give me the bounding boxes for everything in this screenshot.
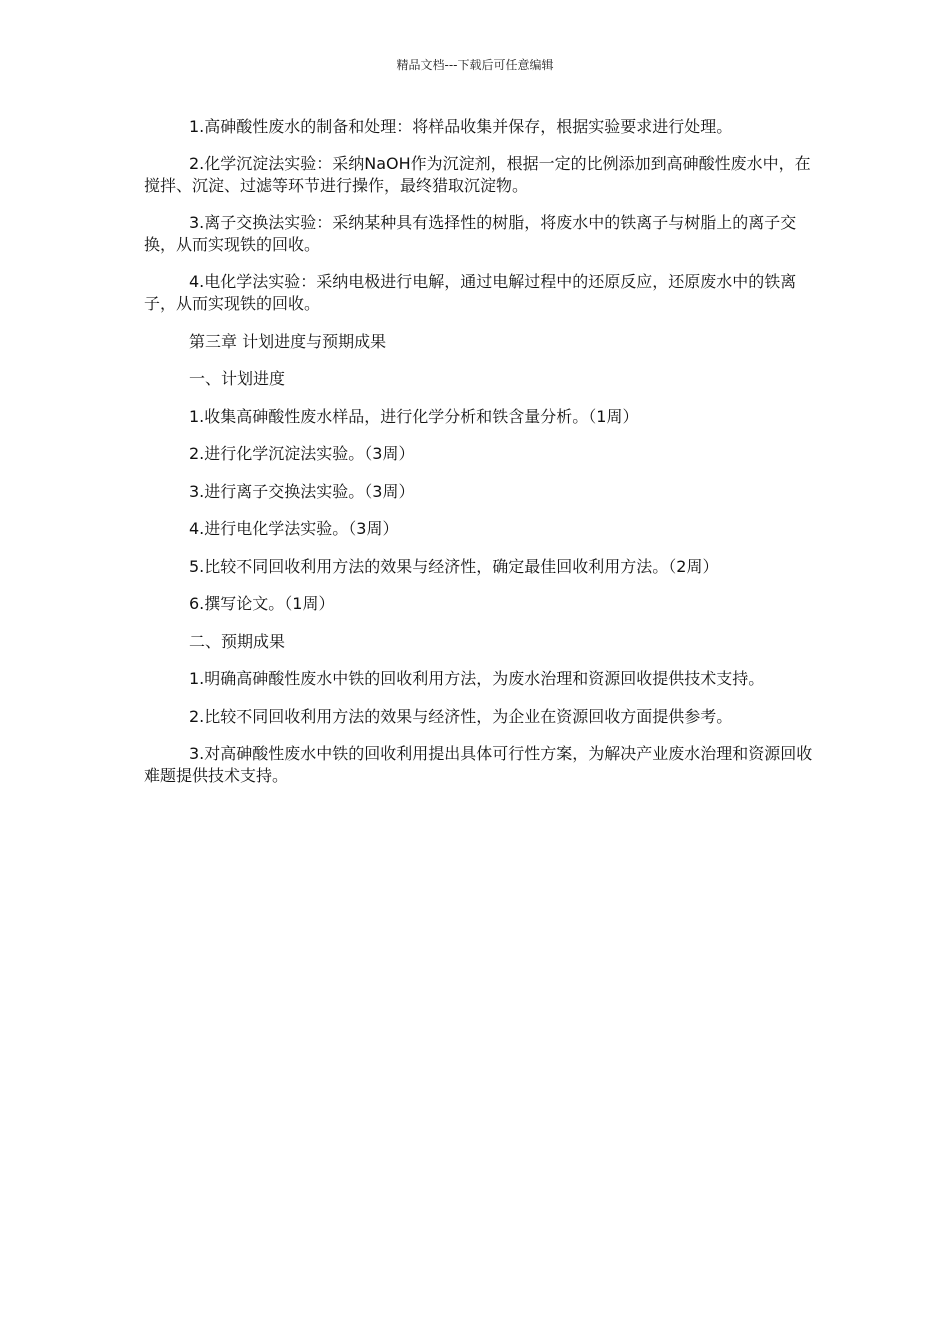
schedule-item: 3.进行离子交换法实验。（3周） [189, 481, 415, 501]
schedule-item: 6.撰写论文。（1周） [189, 594, 335, 613]
outcome-item: 3.对高砷酸性废水中铁的回收利用提出具体可行性方案，为解决产业废水治理和资源回收难题提供技术支持。 [144, 744, 813, 785]
paragraph-ion-exchange: 3.离子交换法实验：采纳某种具有选择性的树脂，将废水中的铁离子与树脂上的离子交换，从而实现铁的回收。 [144, 213, 797, 254]
schedule-item: 1.收集高砷酸性废水样品，进行化学分析和铁含量分析。（1周） [189, 406, 639, 426]
paragraph-sample-preparation: 1.高砷酸性废水的制备和处理：将样品收集并保存，根据实验要求进行处理。 [189, 117, 733, 136]
chapter-heading: 第三章 计划进度与预期成果 [189, 331, 387, 351]
outcome-item: 1.明确高砷酸性废水中铁的回收利用方法，为废水治理和资源回收提供技术支持。 [189, 669, 765, 688]
page-header: 精品文档---下载后可任意编辑 [396, 58, 554, 72]
paragraph-electrochemical: 4.电化学法实验：采纳电极进行电解，通过电解过程中的还原反应，还原废水中的铁离子，从而实现铁的回收。 [144, 272, 797, 313]
schedule-item: 4.进行电化学法实验。（3周） [189, 519, 399, 538]
paragraph-chemical-precipitation: 2.化学沉淀法实验：采纳NaOH作为沉淀剂，根据一定的比例添加到高砷酸性废水中，在搅拌、沉淀、过滤等环节进行操作，最终猎取沉淀物。 [144, 154, 811, 195]
document-body [144, 116, 816, 787]
schedule-item: 2.进行化学沉淀法实验。（3周） [189, 444, 415, 463]
section-heading-schedule: 一、计划进度 [189, 369, 286, 388]
section-heading-outcomes: 二、预期成果 [189, 631, 286, 651]
schedule-item: 5.比较不同回收利用方法的效果与经济性，确定最佳回收利用方法。（2周） [189, 556, 719, 576]
outcome-item: 2.比较不同回收利用方法的效果与经济性，为企业在资源回收方面提供参考。 [189, 706, 733, 726]
